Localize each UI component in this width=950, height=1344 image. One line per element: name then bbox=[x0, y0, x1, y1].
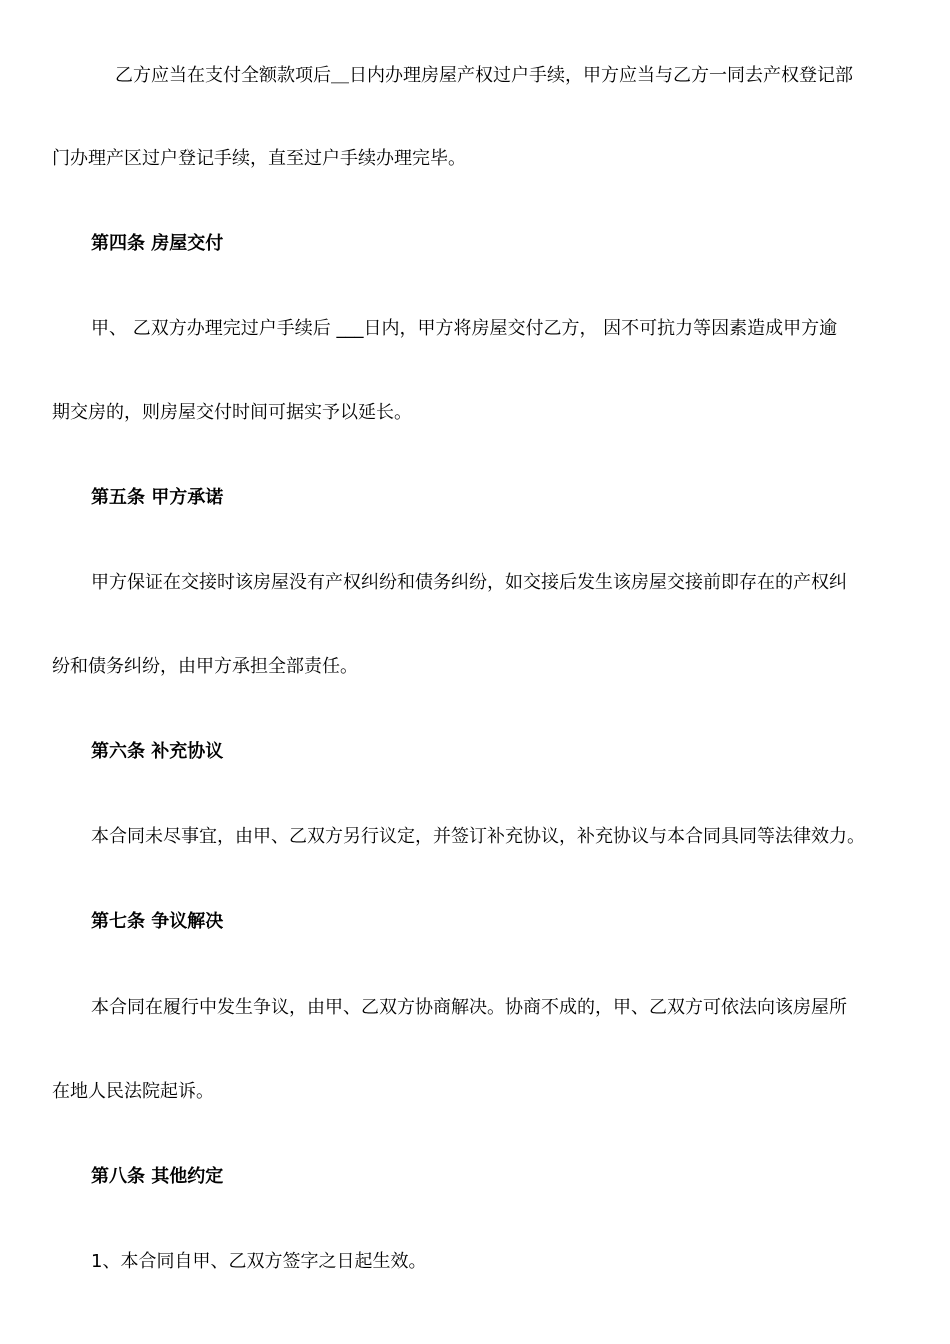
article-8-heading: 第八条 其他约定 bbox=[91, 1166, 224, 1187]
article-4-heading: 第四条 房屋交付 bbox=[91, 233, 224, 254]
article-6-heading: 第六条 补充协议 bbox=[91, 741, 224, 762]
article-5-line-2: 纷和债务纠纷，由甲方承担全部责任。 bbox=[52, 656, 358, 677]
article-4-line-1: 甲、 乙双方办理完过户手续后 ___日内，甲方将房屋交付乙方， 因不可抗力等因素造成甲方逾 bbox=[91, 318, 838, 339]
article-7-line-1: 本合同在履行中发生争议，由甲、乙双方协商解决。协商不成的，甲、乙双方可依法向该房屋所 bbox=[91, 997, 847, 1018]
article-7-line-2: 在地人民法院起诉。 bbox=[52, 1081, 214, 1102]
article-8-item-1: 1、本合同自甲、乙双方签字之日起生效。 bbox=[91, 1251, 427, 1272]
transfer-paragraph-line-2: 门办理产区过户登记手续，直至过户手续办理完毕。 bbox=[52, 148, 466, 169]
transfer-paragraph-line-1: 乙方应当在支付全额款项后＿日内办理房屋产权过户手续，甲方应当与乙方一同去产权登记部 bbox=[115, 65, 853, 86]
article-7-heading: 第七条 争议解决 bbox=[91, 911, 224, 932]
article-5-line-1: 甲方保证在交接时该房屋没有产权纠纷和债务纠纷，如交接后发生该房屋交接前即存在的产权纠 bbox=[91, 572, 847, 593]
article-5-heading: 第五条 甲方承诺 bbox=[91, 487, 224, 508]
article-4-line-2: 期交房的，则房屋交付时间可据实予以延长。 bbox=[52, 402, 412, 423]
article-6-line-1: 本合同未尽事宜，由甲、乙双方另行议定，并签订补充协议，补充协议与本合同具同等法律效力。 bbox=[91, 826, 865, 847]
